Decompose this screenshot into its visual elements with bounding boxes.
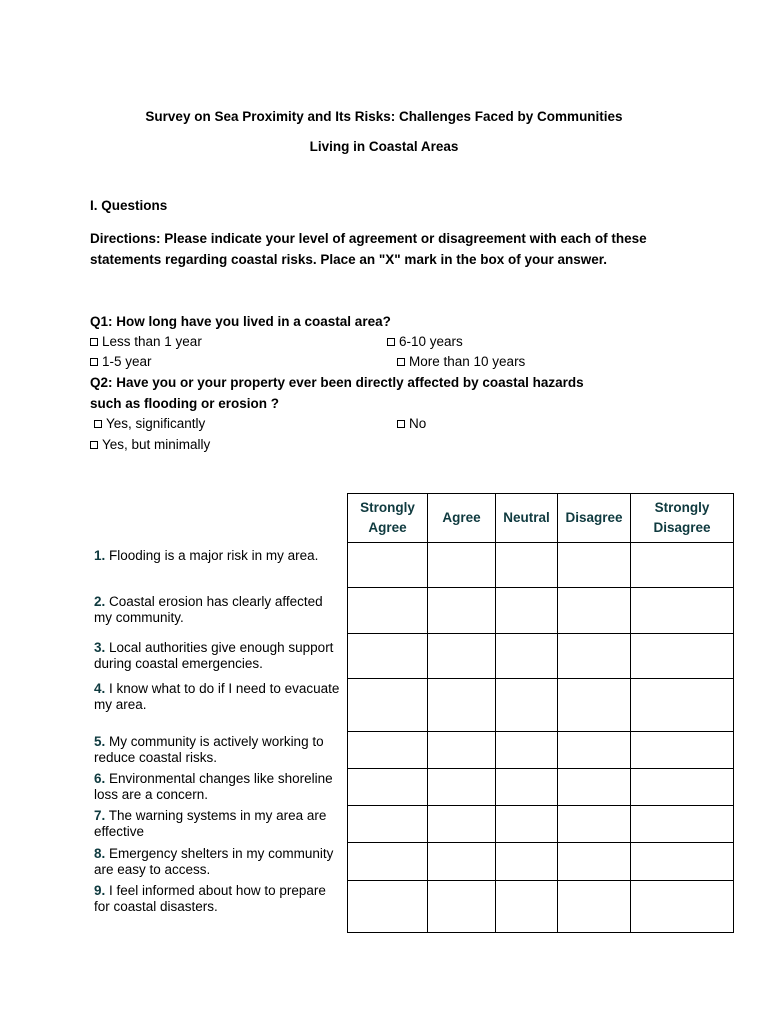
q1-option-less-than-1-year[interactable] [90,334,202,349]
answer-cell[interactable] [558,732,631,769]
answer-cell[interactable] [631,806,734,843]
answer-cell[interactable] [558,679,631,732]
answer-cell[interactable] [348,634,428,679]
statement-number: 8. [94,846,106,861]
answer-cell[interactable] [348,843,428,881]
answer-cell[interactable] [496,634,558,679]
answer-cell[interactable] [428,769,496,806]
answer-cell[interactable] [428,634,496,679]
q2-question-line1: Q2: Have you or your property ever been directly affected by coastal hazards [90,375,584,390]
header-line: Disagree [653,520,711,535]
answer-cell[interactable] [348,881,428,933]
answer-cell[interactable] [428,588,496,634]
answer-cell[interactable] [428,843,496,881]
statement-4 [94,681,344,712]
statement-9 [94,883,344,914]
answer-cell[interactable] [428,881,496,933]
answer-cell[interactable] [558,543,631,588]
q2-option-yes-but-minimally[interactable] [90,437,210,452]
survey-title-line1: Survey on Sea Proximity and Its Risks: Challenges Faced by Communities [145,109,623,124]
option-label: 6-10 years [399,334,463,349]
table-row [348,881,734,933]
answer-cell[interactable] [631,769,734,806]
header-strongly-agree [348,494,428,543]
answer-cell[interactable] [631,679,734,732]
answer-cell[interactable] [428,543,496,588]
statement-number: 6. [94,771,106,786]
statement-8 [94,846,344,877]
checkbox-icon[interactable] [90,338,98,346]
header-line: Agree [368,520,407,535]
q2-option-yes-significantly[interactable] [94,416,205,431]
directions-text: Directions: Please indicate your level of agreement or disagreement with each of these statements regarding coastal risks. Place an "X" mark in the box of your answer. [90,231,647,267]
statement-text: Local authorities give enough support during coastal emergencies. [94,640,334,671]
likert-grid [347,493,734,933]
checkbox-icon[interactable] [94,420,102,428]
answer-cell[interactable] [348,806,428,843]
option-label: Yes, significantly [106,416,206,431]
answer-cell[interactable] [558,843,631,881]
statement-2 [94,594,344,625]
statement-text: Emergency shelters in my community are easy to access. [94,846,334,877]
table-row [348,769,734,806]
statement-7 [94,808,344,839]
q2-option-no[interactable] [397,416,426,431]
answer-cell[interactable] [558,588,631,634]
statement-number: 3. [94,640,106,655]
answer-cell[interactable] [428,732,496,769]
header-disagree: Disagree [558,494,631,543]
survey-title-line2: Living in Coastal Areas [309,139,459,154]
statement-text: Flooding is a major risk in my area. [109,548,319,563]
header-neutral: Neutral [496,494,558,543]
statement-text: The warning systems in my area are effective [94,808,327,839]
answer-cell[interactable] [631,543,734,588]
option-label: 1-5 year [102,354,152,369]
header-line: Strongly [654,500,710,515]
answer-cell[interactable] [496,881,558,933]
answer-cell[interactable] [348,769,428,806]
checkbox-icon[interactable] [90,441,98,449]
answer-cell[interactable] [631,881,734,933]
answer-cell[interactable] [496,679,558,732]
statement-number: 7. [94,808,106,823]
statement-number: 9. [94,883,106,898]
statement-5 [94,734,344,765]
answer-cell[interactable] [558,881,631,933]
q1-question: Q1: How long have you lived in a coastal area? [90,314,391,329]
statement-text: I know what to do if I need to evacuate my area. [94,681,340,712]
table-row [348,543,734,588]
answer-cell[interactable] [558,634,631,679]
answer-cell[interactable] [348,543,428,588]
statement-text: Environmental changes like shoreline loss are a concern. [94,771,333,802]
q1-option-6-10-years[interactable] [387,334,463,349]
statement-number: 5. [94,734,106,749]
answer-cell[interactable] [558,806,631,843]
answer-cell[interactable] [348,588,428,634]
checkbox-icon[interactable] [397,420,405,428]
option-label: More than 10 years [409,354,526,369]
checkbox-icon[interactable] [90,358,98,366]
option-label: Less than 1 year [102,334,202,349]
statement-text: Coastal erosion has clearly affected my community. [94,594,323,625]
answer-cell[interactable] [428,679,496,732]
answer-cell[interactable] [496,843,558,881]
answer-cell[interactable] [496,588,558,634]
statement-number: 1. [94,548,106,563]
answer-cell[interactable] [348,679,428,732]
table-row [348,843,734,881]
q1-option-1-5-year[interactable] [90,354,152,369]
answer-cell[interactable] [631,732,734,769]
statement-1 [94,548,344,564]
answer-cell[interactable] [428,806,496,843]
answer-cell[interactable] [631,588,734,634]
table-row [348,679,734,732]
answer-cell[interactable] [631,634,734,679]
table-row [348,634,734,679]
likert-header-row [348,494,734,543]
answer-cell[interactable] [496,806,558,843]
statement-text: I feel informed about how to prepare for coastal disasters. [94,883,326,914]
q1-option-more-than-10-years[interactable] [397,354,525,369]
answer-cell[interactable] [631,843,734,881]
statement-text: My community is actively working to reduce coastal risks. [94,734,324,765]
checkbox-icon[interactable] [387,338,395,346]
q2-question-line2: such as flooding or erosion ? [90,396,280,411]
answer-cell[interactable] [496,769,558,806]
statement-number: 2. [94,594,106,609]
option-label: Yes, but minimally [102,437,211,452]
table-row [348,588,734,634]
header-agree: Agree [428,494,496,543]
answer-cell[interactable] [348,732,428,769]
checkbox-icon[interactable] [397,358,405,366]
answer-cell[interactable] [496,732,558,769]
section-heading: I. Questions [90,198,168,213]
answer-cell[interactable] [558,769,631,806]
header-strongly-disagree [631,494,734,543]
answer-cell[interactable] [496,543,558,588]
statement-3 [94,640,344,671]
header-line: Strongly [360,500,415,515]
option-label: No [409,416,427,431]
statement-6 [94,771,344,802]
table-row [348,806,734,843]
table-row [348,732,734,769]
statement-number: 4. [94,681,106,696]
